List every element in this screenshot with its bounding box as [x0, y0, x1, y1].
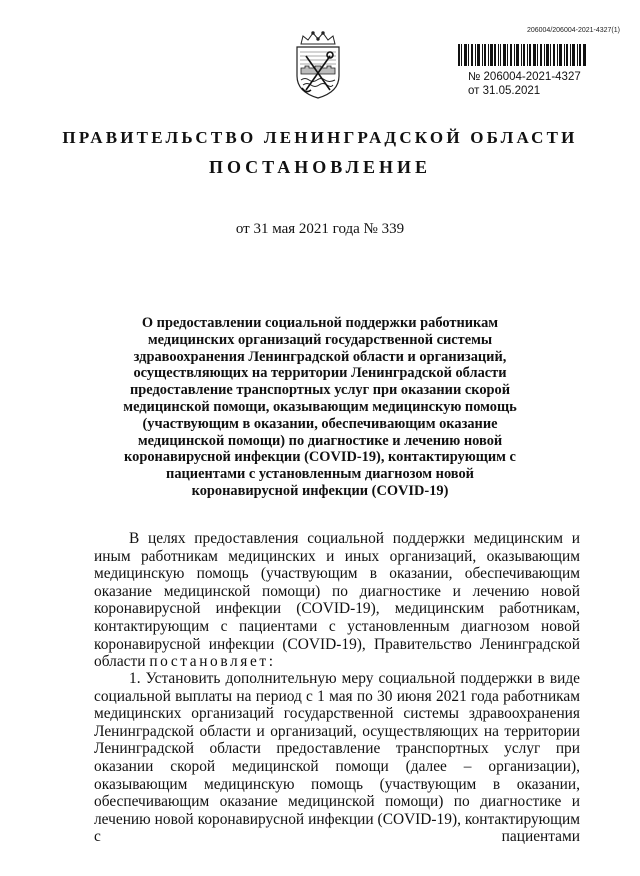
document-date-number: от 31 мая 2021 года № 339: [235, 221, 405, 237]
coat-of-arms-icon: [291, 30, 345, 100]
document-reference: 206004/206004-2021-4327(1): [526, 27, 620, 34]
preamble-text: В целях предоставления социальной поддержки медицинским и иным работникам медицинских и иных организаций, оказывающим медицинскую помощь (участвующим в оказании, обеспечивающим оказание медицинской помощи) по диагностике и лечению новой коронавирусной инфекции (COVID-19), медицинским работникам, контактирующим с пациентами с установленным диагнозом новой коронавирусной инфекции (COVID-19), Правительство Ленинградской области: [94, 530, 580, 671]
document-title: О предоставлении социальной поддержки работникам медицинских организаций государственной системы здравоохранения Ленинградской области и организаций, осуществляющих на территории Ленинградской области предоставление транспортных услуг при оказании скорой медицинской помощи, оказывающим медицинскую помощь (участвующим в оказании, обеспечивающим оказание медицинской помощи) по диагностике и лечению новой коронавирусной инфекции (COVID-19), контактирующим с пациентами с установленным диагнозом новой коронавирусной инфекции (COVID-19): [123, 315, 517, 499]
registration-number: № 206004-2021-4327: [468, 71, 581, 83]
issuing-authority: ПРАВИТЕЛЬСТВО ЛЕНИНГРАДСКОЙ ОБЛАСТИ: [62, 128, 578, 147]
preamble-paragraph: [94, 530, 580, 671]
registration-date: от 31.05.2021: [468, 85, 541, 97]
resolves-word: постановляет:: [149, 653, 276, 671]
barcode-icon: [458, 44, 586, 66]
document-type: ПОСТАНОВЛЕНИЕ: [208, 157, 432, 177]
registration-info: [468, 70, 581, 98]
item-1-paragraph: 1. Установить дополнительную меру социальной поддержки в виде социальной выплаты на период с 1 мая по 30 июня 2021 года работникам медицинских организаций государственной системы здравоохранения Ленинградской области и организаций, осуществляющих на территории Ленинградской области предоставление транспортных услуг при оказании скорой медицинской помощи (далее – организации), оказывающим медицинскую помощь (участвующим в оказании, обеспечивающим оказание медицинской помощи) по диагностике и лечению новой коронавирусной инфекции (COVID-19), контактирующим с пациентами: [94, 670, 580, 846]
